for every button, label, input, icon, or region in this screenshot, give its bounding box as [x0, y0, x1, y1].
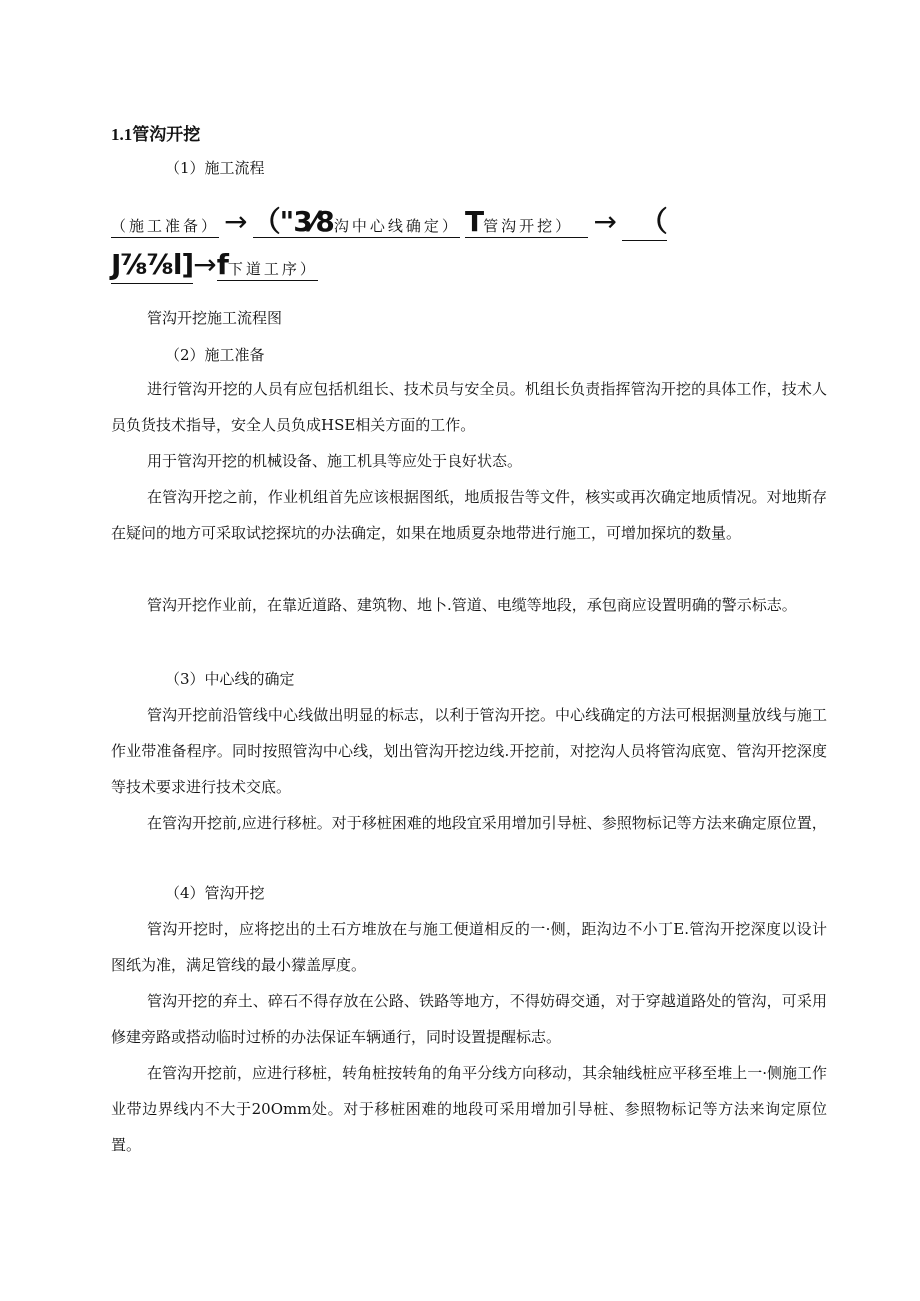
flow-step-open: （: [622, 205, 667, 241]
flow-arrow-icon: →: [193, 248, 217, 281]
flow-arrow-icon: →: [593, 205, 617, 238]
paragraph: 进行管沟开挖的人员有应包括机组长、技术员与安全员。机组长负责指挥管沟开挖的具体工作，技术人员负货技术指导，安全人员负成HSE相关方面的工作。: [111, 380, 827, 434]
flow-caption: 管沟开挖施工流程图: [147, 309, 283, 327]
subheading-process: （1）施工流程: [165, 159, 265, 177]
section-number: 1.1: [111, 125, 133, 144]
paragraph: 管沟开挖作业前，在靠近道路、建筑物、地卜.管道、电缆等地段，承包商应设置明确的警示标志。: [147, 596, 797, 614]
flow-step-garbled: J⁷⁄₈⁷⁄₈l]: [111, 248, 193, 284]
subheading-centerline: （3）中心线的确定: [165, 670, 295, 688]
paragraph: 在管沟开挖前，应进行移桩，转角桩按转角的角平分线方向移动，其余轴线桩应平移至堆上一·侧施工作业带边界线内不大于20Omm处。对于移桩困难的地段可采用增加引导桩、参照物标记等方法来询定原位置。: [111, 1064, 827, 1154]
subheading-preparation: （2）施工准备: [165, 346, 265, 364]
paragraph: 在管沟开挖前,应进行移桩。对于移桩困难的地段宜采用增加引导桩、参照物标记等方法来确定原位置，: [147, 814, 827, 832]
flow-arrow-icon: →: [224, 205, 248, 238]
paragraph: 用于管沟开挖的机械设备、施工机具等应处于良好状态。: [147, 452, 523, 470]
flow-step-excavation: T管沟开挖）: [465, 216, 588, 238]
flow-step-prep: （施工准备）: [111, 217, 219, 238]
section-title: [111, 120, 200, 145]
flow-line-2: [111, 248, 318, 281]
flow-line-1: [111, 200, 667, 240]
flow-step-centerline: （"3⁄8沟中心线确定）: [252, 205, 460, 238]
paragraph: 管沟开挖时，应将挖出的土石方堆放在与施工便道相反的一·侧，距沟边不小丁E.管沟开挖深度以设计图纸为准，满足管线的最小獴盖厚度。: [111, 920, 827, 974]
flow-step-next: f下道工序）: [216, 248, 318, 281]
paragraph: 管沟开挖的弃土、碎石不得存放在公路、铁路等地方，不得妨碍交通，对于穿越道路处的管沟，可采用修建旁路或搭动临时过桥的办法保证车辆通行，同时设置提醒标志。: [111, 992, 827, 1046]
paragraph: 管沟开挖前沿管线中心线做出明显的标志，以利于管沟开挖。中心线确定的方法可根据测量放线与施工作业带准备程序。同时按照管沟中心线，划出管沟开挖边线.开挖前，对挖沟人员将管沟底宽、管沟开挖深度等技术要求进行技术交底。: [111, 706, 827, 796]
paragraph: 在管沟开挖之前，作业机组首先应该根据图纸，地质报告等文件，核实或再次确定地质情况。对地斯存在疑问的地方可采取试挖探坑的办法确定，如果在地质夏杂地带进行施工，可增加探坑的数量。: [111, 488, 827, 542]
subheading-excavation: （4）管沟开挖: [165, 884, 265, 902]
section-title-text: 管沟开挖: [132, 125, 201, 145]
